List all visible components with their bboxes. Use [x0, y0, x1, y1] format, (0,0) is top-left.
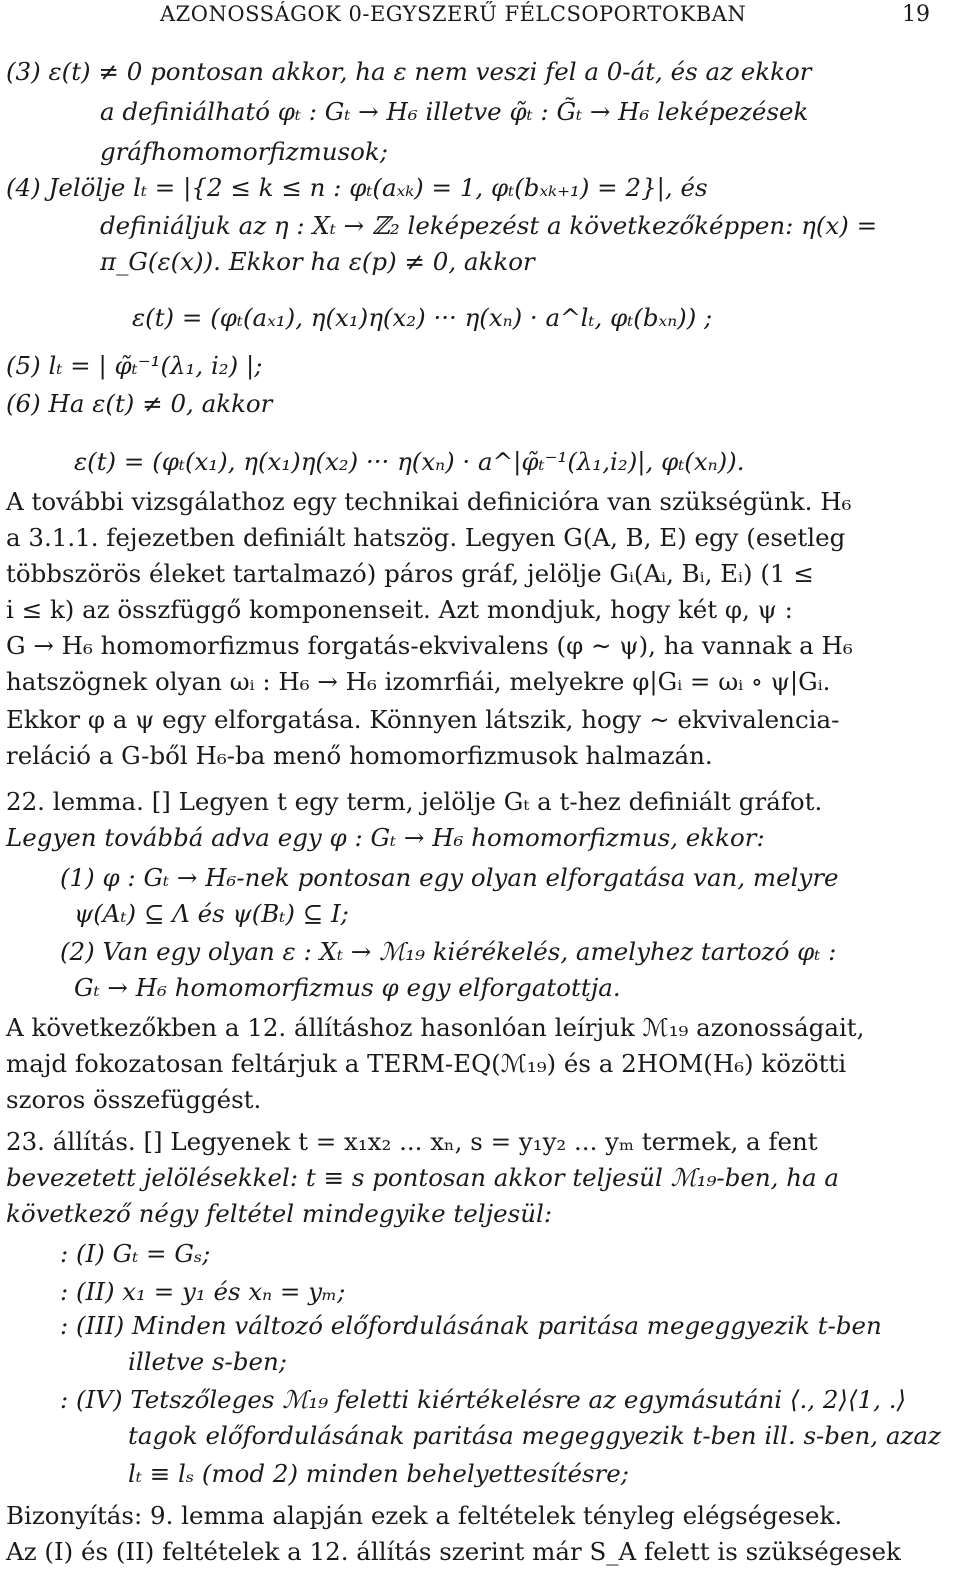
text-line: π_G(ε(x)). Ekkor ha ε(p) ≠ 0, akkor: [100, 247, 535, 276]
text-line: i ≤ k) az összfüggő komponenseit. Azt mondjuk, hogy két φ, ψ :: [6, 595, 793, 624]
text-line: a definiálható φₜ : Gₜ → H₆ illetve φ̃ₜ : G̃ₜ → H₆ leképezések: [100, 97, 809, 126]
text-line: : (II) x₁ = y₁ és xₙ = yₘ;: [60, 1277, 346, 1306]
text-line: definiáljuk az η : Xₜ → ℤ₂ leképezést a következőképpen: η(x) =: [100, 211, 878, 240]
text-line: : (III) Minden változó előfordulásának paritása megeggyezik t-ben: [60, 1311, 882, 1340]
text-line: (6) Ha ε(t) ≠ 0, akkor: [6, 389, 273, 418]
text-line: (4) Jelölje lₜ = |{2 ≤ k ≤ n : φₜ(aₓₖ) = 1, φₜ(bₓₖ₊₁) = 2}|, és: [6, 173, 708, 202]
text-line: (2) Van egy olyan ε : Xₜ → ℳ₁₉ kiérékelés, amelyhez tartozó φₜ :: [60, 937, 837, 966]
text-line: gráfhomomorfizmusok;: [100, 137, 388, 166]
text-line: A következőkben a 12. állításhoz hasonlóan leírjuk ℳ₁₉ azonosságait,: [6, 1013, 865, 1042]
text-line: bevezetett jelölésekkel: t ≡ s pontosan akkor teljesül ℳ₁₉-ben, ha a: [6, 1163, 840, 1192]
running-title: AZONOSSÁGOK 0-EGYSZERŰ FÉLCSOPORTOKBAN: [160, 2, 747, 26]
text-line: lₜ ≡ lₛ (mod 2) minden behelyettesítésre;: [128, 1459, 630, 1488]
text-line: ψ(Aₜ) ⊆ Λ és ψ(Bₜ) ⊆ I;: [74, 899, 349, 928]
text-line: Az (I) és (II) feltételek a 12. állítás szerint már S_A felett is szükségesek: [6, 1537, 901, 1566]
text-line: tagok előfordulásának paritása megeggyezik t-ben ill. s-ben, azaz: [128, 1421, 941, 1450]
text-line: : (I) Gₜ = Gₛ;: [60, 1239, 211, 1268]
text-line: illetve s-ben;: [128, 1347, 288, 1376]
text-line: a 3.1.1. fejezetben definiált hatszög. Legyen G(A, B, E) egy (esetleg: [6, 523, 846, 552]
text-line: Bizonyítás: 9. lemma alapján ezek a feltételek tényleg elégségesek.: [6, 1501, 843, 1530]
text-line: többszörös éleket tartalmazó) páros gráf, jelölje Gᵢ(Aᵢ, Bᵢ, Eᵢ) (1 ≤: [6, 559, 814, 588]
text-line: Legyen továbbá adva egy φ : Gₜ → H₆ homomorfizmus, ekkor:: [6, 823, 765, 852]
page-number: 19: [902, 2, 930, 27]
text-line: ε(t) = (φₜ(x₁), η(x₁)η(x₂) ··· η(xₙ) · a^|φ̃ₜ⁻¹(λ₁,i₂)|, φₜ(xₙ)).: [74, 447, 745, 476]
text-line: következő négy feltétel mindegyike teljesül:: [6, 1199, 553, 1228]
text-line: hatszögnek olyan ωᵢ : H₆ → H₆ izomrfiái, melyekre φ|Gᵢ = ωᵢ ∘ ψ|Gᵢ.: [6, 667, 831, 696]
text-line: (5) lₜ = | φ̃ₜ⁻¹(λ₁, i₂) |;: [6, 351, 263, 380]
text-line: Ekkor φ a ψ egy elforgatása. Könnyen látszik, hogy ∼ ekvivalencia-: [6, 705, 840, 734]
text-line: A további vizsgálathoz egy technikai definicióra van szükségünk. H₆: [6, 487, 852, 516]
text-line: majd fokozatosan feltárjuk a TERM-EQ(ℳ₁₉) és a 2HOM(H₆) közötti: [6, 1049, 847, 1078]
text-line: (1) φ : Gₜ → H₆-nek pontosan egy olyan elforgatása van, melyre: [60, 863, 839, 892]
text-line: G → H₆ homomorfizmus forgatás-ekvivalens (φ ∼ ψ), ha vannak a H₆: [6, 631, 853, 660]
text-line: (3) ε(t) ≠ 0 pontosan akkor, ha ε nem veszi fel a 0-át, és az ekkor: [6, 57, 812, 86]
text-line: Gₜ → H₆ homomorfizmus φ egy elforgatottja.: [74, 973, 621, 1002]
text-line: reláció a G-ből H₆-ba menő homomorfizmusok halmazán.: [6, 741, 713, 770]
running-header: [0, 0, 960, 30]
text-line: 23. állítás. [] Legyenek t = x₁x₂ ... xₙ, s = y₁y₂ ... yₘ termek, a fent: [6, 1127, 818, 1156]
text-line: 22. lemma. [] Legyen t egy term, jelölje Gₜ a t-hez definiált gráfot.: [6, 787, 823, 816]
text-line: ε(t) = (φₜ(aₓ₁), η(x₁)η(x₂) ··· η(xₙ) · a^lₜ, φₜ(bₓₙ)) ;: [132, 303, 713, 332]
text-line: : (IV) Tetszőleges ℳ₁₉ feletti kiértékelésre az egymásutáni ⟨., 2⟩⟨1, .⟩: [60, 1385, 907, 1414]
text-line: szoros összefüggést.: [6, 1085, 262, 1114]
